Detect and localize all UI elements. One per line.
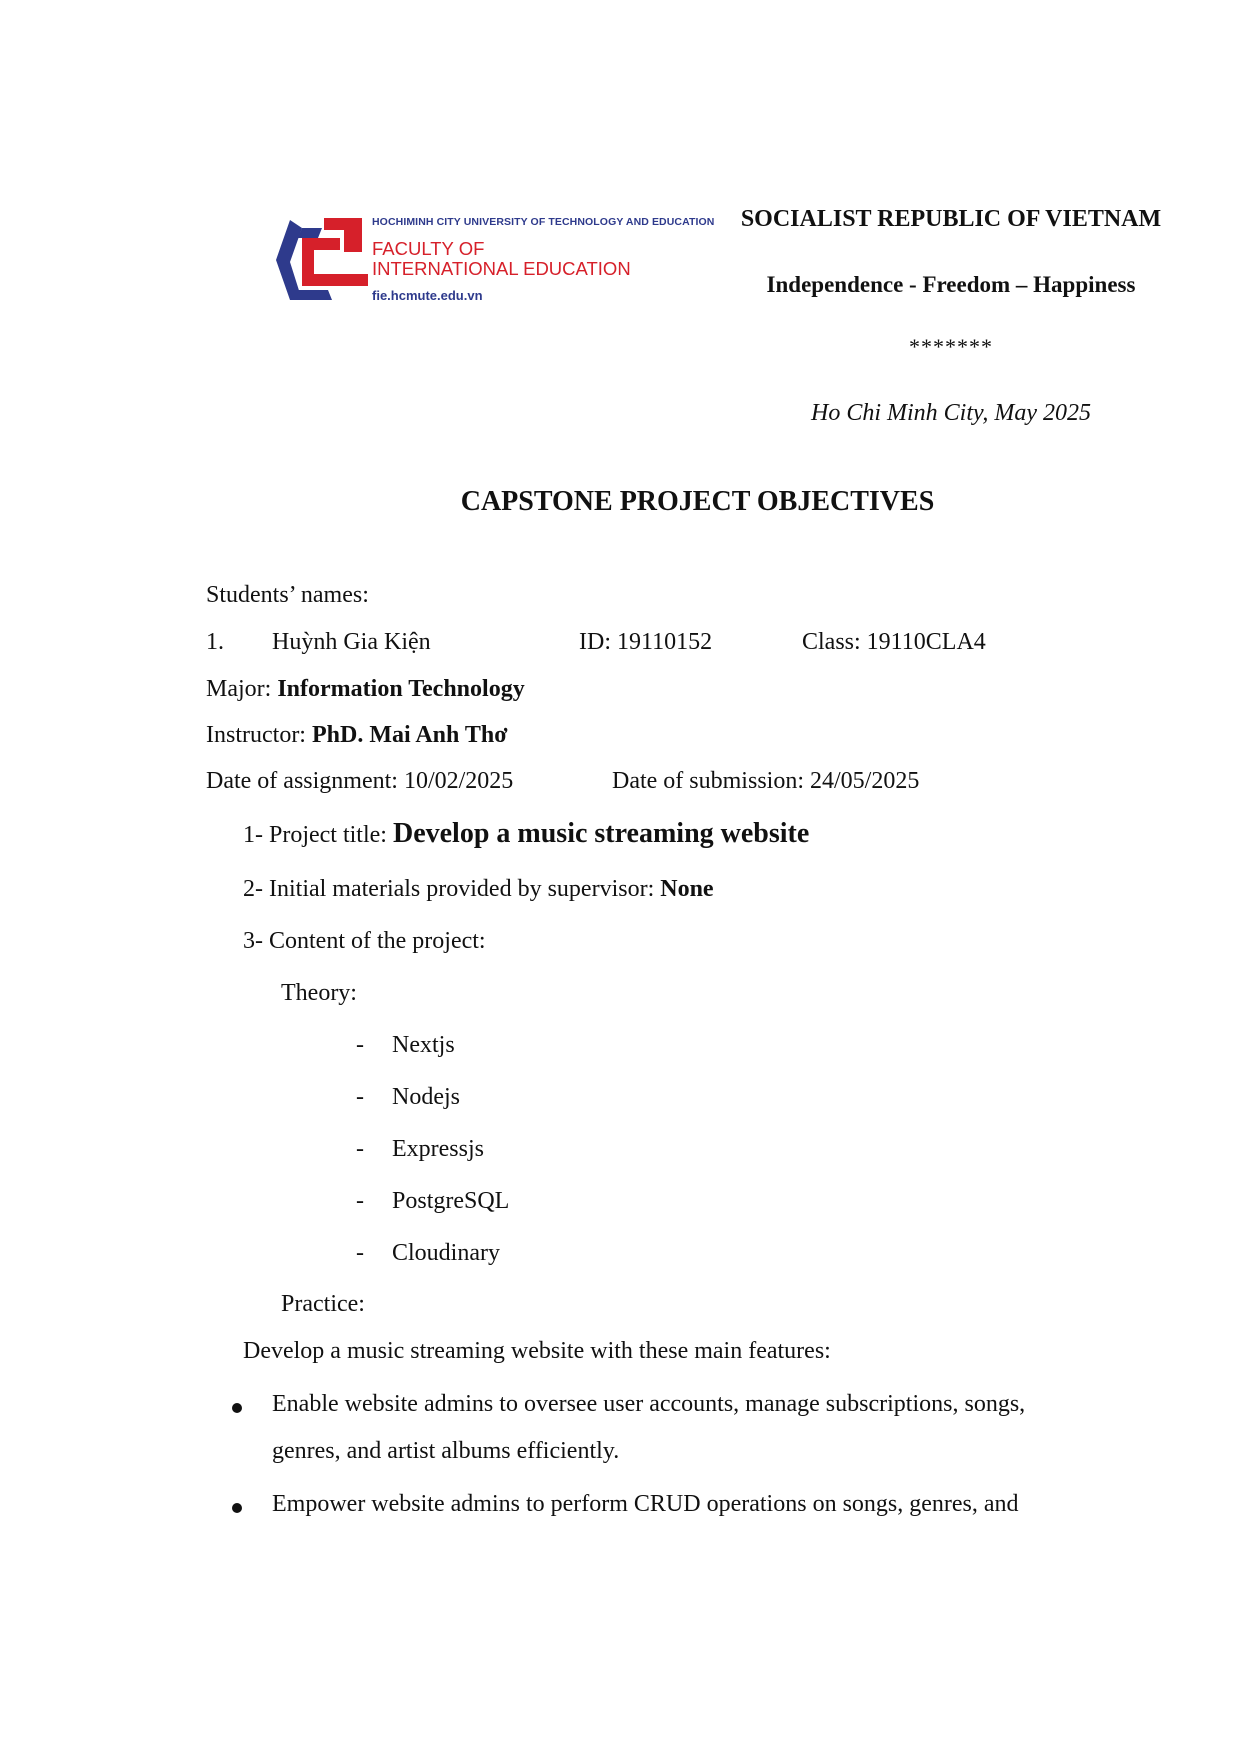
date-of-assignment: Date of assignment: 10/02/2025: [206, 768, 514, 794]
theory-dash: -: [356, 1136, 364, 1162]
place-date: Ho Chi Minh City, May 2025: [811, 400, 1091, 426]
logo-faculty-line1: FACULTY OF: [372, 238, 485, 259]
theory-item: Nextjs: [392, 1032, 455, 1058]
project-title-line: [243, 818, 809, 850]
country-heading: SOCIALIST REPUBLIC OF VIETNAM: [740, 206, 1162, 232]
theory-dash: -: [356, 1188, 364, 1214]
logo-university-text: HOCHIMINH CITY UNIVERSITY OF TECHNOLOGY AND EDUCATION: [372, 216, 715, 228]
instructor-value: PhD. Mai Anh Thơ: [311, 722, 508, 748]
major-line: [206, 676, 525, 703]
materials-value: None: [660, 876, 714, 902]
logo-faculty-line2: INTERNATIONAL EDUCATION: [372, 258, 631, 279]
logo-mark-icon: [262, 212, 368, 308]
major-value: Information Technology: [277, 676, 525, 702]
practice-label: Practice:: [281, 1291, 365, 1317]
instructor-label: Instructor:: [206, 722, 312, 748]
feature-line: Enable website admins to oversee user accounts, manage subscriptions, songs,: [272, 1391, 1026, 1417]
theory-item: PostgreSQL: [392, 1188, 510, 1214]
major-label: Major:: [206, 676, 278, 702]
date-of-submission: Date of submission: 24/05/2025: [612, 768, 920, 794]
feature-line: genres, and artist albums efficiently.: [272, 1438, 620, 1464]
bullet-icon: [232, 1503, 242, 1513]
student-number: 1.: [206, 629, 224, 655]
project-title-label: 1- Project title:: [243, 822, 393, 848]
student-id: ID: 19110152: [579, 629, 713, 655]
theory-label: Theory:: [281, 980, 357, 1006]
faculty-logo: [262, 212, 715, 312]
feature-line: Empower website admins to perform CRUD operations on songs, genres, and: [272, 1491, 1019, 1517]
theory-item: Expressjs: [392, 1136, 484, 1162]
materials-label: 2- Initial materials provided by supervisor:: [243, 876, 661, 902]
theory-item: Cloudinary: [392, 1240, 500, 1266]
students-label: Students’ names:: [206, 582, 369, 608]
practice-intro: Develop a music streaming website with these main features:: [243, 1338, 831, 1364]
student-class: Class: 19110CLA4: [802, 629, 986, 655]
materials-line: [243, 876, 714, 903]
content-label: 3- Content of the project:: [243, 928, 486, 954]
instructor-line: [206, 722, 508, 749]
bullet-icon: [232, 1403, 242, 1413]
national-motto: Independence - Freedom – Happiness: [766, 272, 1136, 297]
project-title-value: Develop a music streaming website: [392, 818, 810, 849]
theory-item: Nodejs: [392, 1084, 460, 1110]
student-name: Huỳnh Gia Kiện: [272, 629, 431, 655]
theory-dash: -: [356, 1032, 364, 1058]
theory-dash: -: [356, 1084, 364, 1110]
document-title: CAPSTONE PROJECT OBJECTIVES: [460, 486, 935, 517]
logo-website: fie.hcmute.edu.vn: [372, 288, 483, 303]
stars-divider: *******: [909, 334, 993, 359]
theory-dash: -: [356, 1240, 364, 1266]
